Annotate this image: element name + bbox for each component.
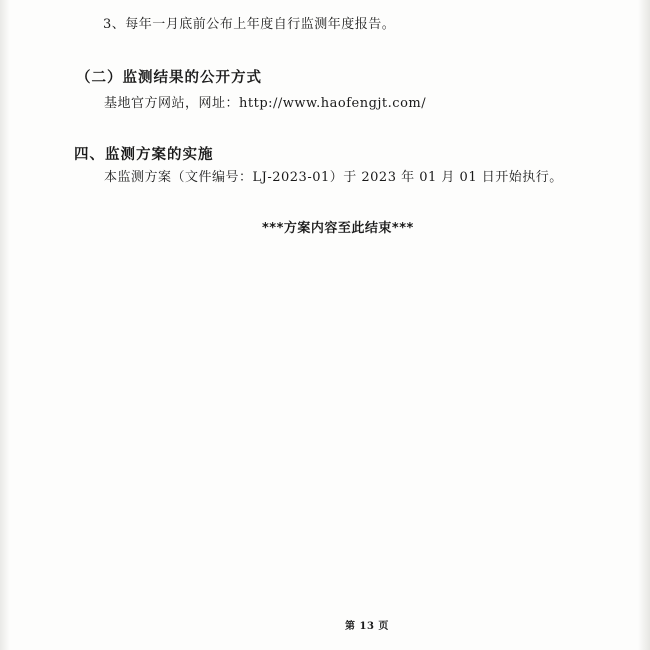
page-number: 第 13 页 <box>345 621 389 632</box>
website-paragraph: 基地官方网站，网址：http://www.haofengjt.com/ <box>104 96 427 111</box>
page-edge-shadow-right <box>638 0 650 650</box>
section-heading-result-publication: （二）监测结果的公开方式 <box>76 70 262 86</box>
implementation-paragraph: 本监测方案（文件编号：LJ-2023-01）于 2023 年 01 月 01 日开始执行。 <box>104 170 563 185</box>
section-heading-implementation: 四、监测方案的实施 <box>74 147 214 163</box>
page-edge-shadow-left <box>0 0 10 650</box>
end-of-document-note: ***方案内容至此结束*** <box>262 221 414 236</box>
list-item-3: 3、每年一月底前公布上年度自行监测年度报告。 <box>103 17 396 32</box>
